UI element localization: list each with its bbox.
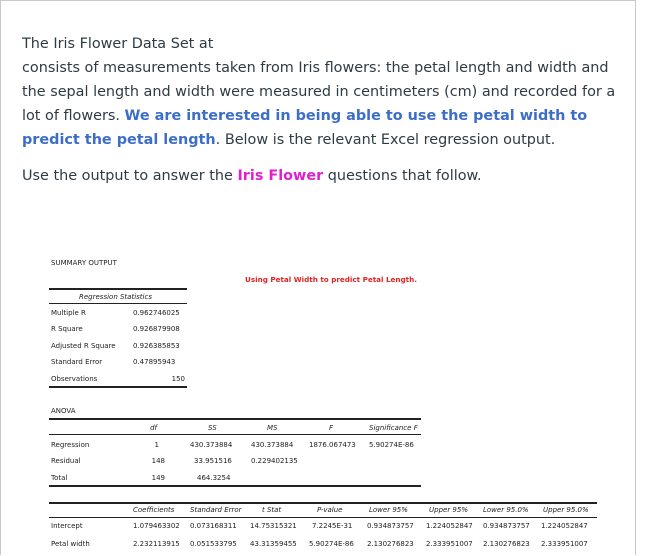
regstats-label: Standard Error <box>51 358 103 366</box>
intro-line-1: The Iris Flower Data Set at <box>22 36 214 52</box>
anova-col-header: F <box>329 424 334 432</box>
anova-header-rule <box>49 434 421 435</box>
coef-col-header: Upper 95% <box>429 506 468 514</box>
anova-cell: 1876.067473 <box>309 441 356 449</box>
coef-col-header: P-value <box>317 506 343 514</box>
regstats-value: 0.962746025 <box>133 309 180 317</box>
intro-text-part2: . Below is the relevant Excel regression output. <box>215 132 556 148</box>
coef-cell: 0.934873757 <box>483 522 530 530</box>
anova-cell: 1 <box>154 441 159 449</box>
coef-cell: 1.224052847 <box>426 522 473 530</box>
coef-cell: 2.130276823 <box>483 540 530 548</box>
coef-top-rule <box>49 502 597 504</box>
regstats-header: Regression Statistics <box>79 293 152 301</box>
coef-cell: 1.079463302 <box>133 522 180 530</box>
regstats-label: Multiple R <box>51 309 86 317</box>
intro-paragraph-1 <box>22 56 622 152</box>
regstats-label: R Square <box>51 325 83 333</box>
anova-cell: 430.373884 <box>251 441 294 449</box>
coef-cell: 43.31359455 <box>250 540 297 548</box>
regstats-header-rule <box>49 303 187 304</box>
coef-col-header: t Stat <box>262 506 282 514</box>
regstats-label: Adjusted R Square <box>51 342 116 350</box>
anova-col-header: SS <box>208 424 217 432</box>
anova-col-header: df <box>150 424 157 432</box>
coef-col-header: Coefficients <box>133 506 175 514</box>
coef-cell: 2.232113915 <box>133 540 180 548</box>
anova-cell: 148 <box>151 457 165 465</box>
anova-cell: 0.229402135 <box>251 457 298 465</box>
intro-text <box>22 32 622 188</box>
anova-row-label: Total <box>51 474 68 482</box>
coef-col-header: Upper 95.0% <box>543 506 589 514</box>
coef-cell: 2.333951007 <box>541 540 588 548</box>
coef-cell: 7.2245E-31 <box>312 522 353 530</box>
anova-cell: 149 <box>151 474 165 482</box>
regstats-value: 0.926385853 <box>133 342 180 350</box>
anova-cell: 5.90274E-86 <box>369 441 414 449</box>
intro-paragraph-2 <box>22 164 622 188</box>
coef-cell: 0.051533795 <box>190 540 237 548</box>
coef-cell: 1.224052847 <box>541 522 588 530</box>
summary-output-title: SUMMARY OUTPUT <box>51 259 117 267</box>
coef-cell: 2.333951007 <box>426 540 473 548</box>
anova-cell: 33.951516 <box>194 457 232 465</box>
coef-col-header: Lower 95.0% <box>483 506 529 514</box>
regstats-value: 150 <box>171 375 185 383</box>
instruction-text-part2: questions that follow. <box>323 168 482 184</box>
regstats-label: Observations <box>51 375 98 383</box>
instruction-text-part1: Use the output to answer the <box>22 168 238 184</box>
regstats-value: 0.47895943 <box>133 358 176 366</box>
coef-cell: 2.130276823 <box>367 540 414 548</box>
regstats-bottom-rule <box>49 386 187 388</box>
anova-cell: 464.3254 <box>197 474 231 482</box>
coef-cell: 5.90274E-86 <box>309 540 354 548</box>
coef-col-header: Standard Error <box>190 506 242 514</box>
coef-cell: 0.073168311 <box>190 522 237 530</box>
coef-cell: 0.934873757 <box>367 522 414 530</box>
anova-row-label: Regression <box>51 441 90 449</box>
coef-row-label: Petal width <box>51 540 90 548</box>
anova-title: ANOVA <box>51 407 76 415</box>
anova-col-header: MS <box>267 424 278 432</box>
regstats-top-rule <box>49 288 187 290</box>
regstats-value: 0.926879908 <box>133 325 180 333</box>
regression-output-image <box>47 256 607 556</box>
coef-cell: 14.75315321 <box>250 522 297 530</box>
coef-header-rule <box>49 517 597 518</box>
anova-bottom-rule <box>49 485 421 487</box>
coef-col-header: Lower 95% <box>369 506 408 514</box>
intro-text-part1: consists of measurements taken from Iris flowers: the petal length and width and the sepal length and width were measured in centimeters (cm) and recorded for a lot of flowers. <box>22 60 616 124</box>
anova-cell: 430.373884 <box>190 441 233 449</box>
iris-flower-highlight: Iris Flower <box>237 168 324 184</box>
anova-row-label: Residual <box>51 457 81 465</box>
regression-note: Using Petal Width to predict Petal Length. <box>245 275 417 284</box>
anova-top-rule <box>49 418 421 420</box>
coef-row-label: Intercept <box>51 522 83 530</box>
anova-col-header: Significance F <box>369 424 418 432</box>
intro-highlight-text: We are interested in being able to use the petal width to predict the petal length <box>22 108 588 148</box>
